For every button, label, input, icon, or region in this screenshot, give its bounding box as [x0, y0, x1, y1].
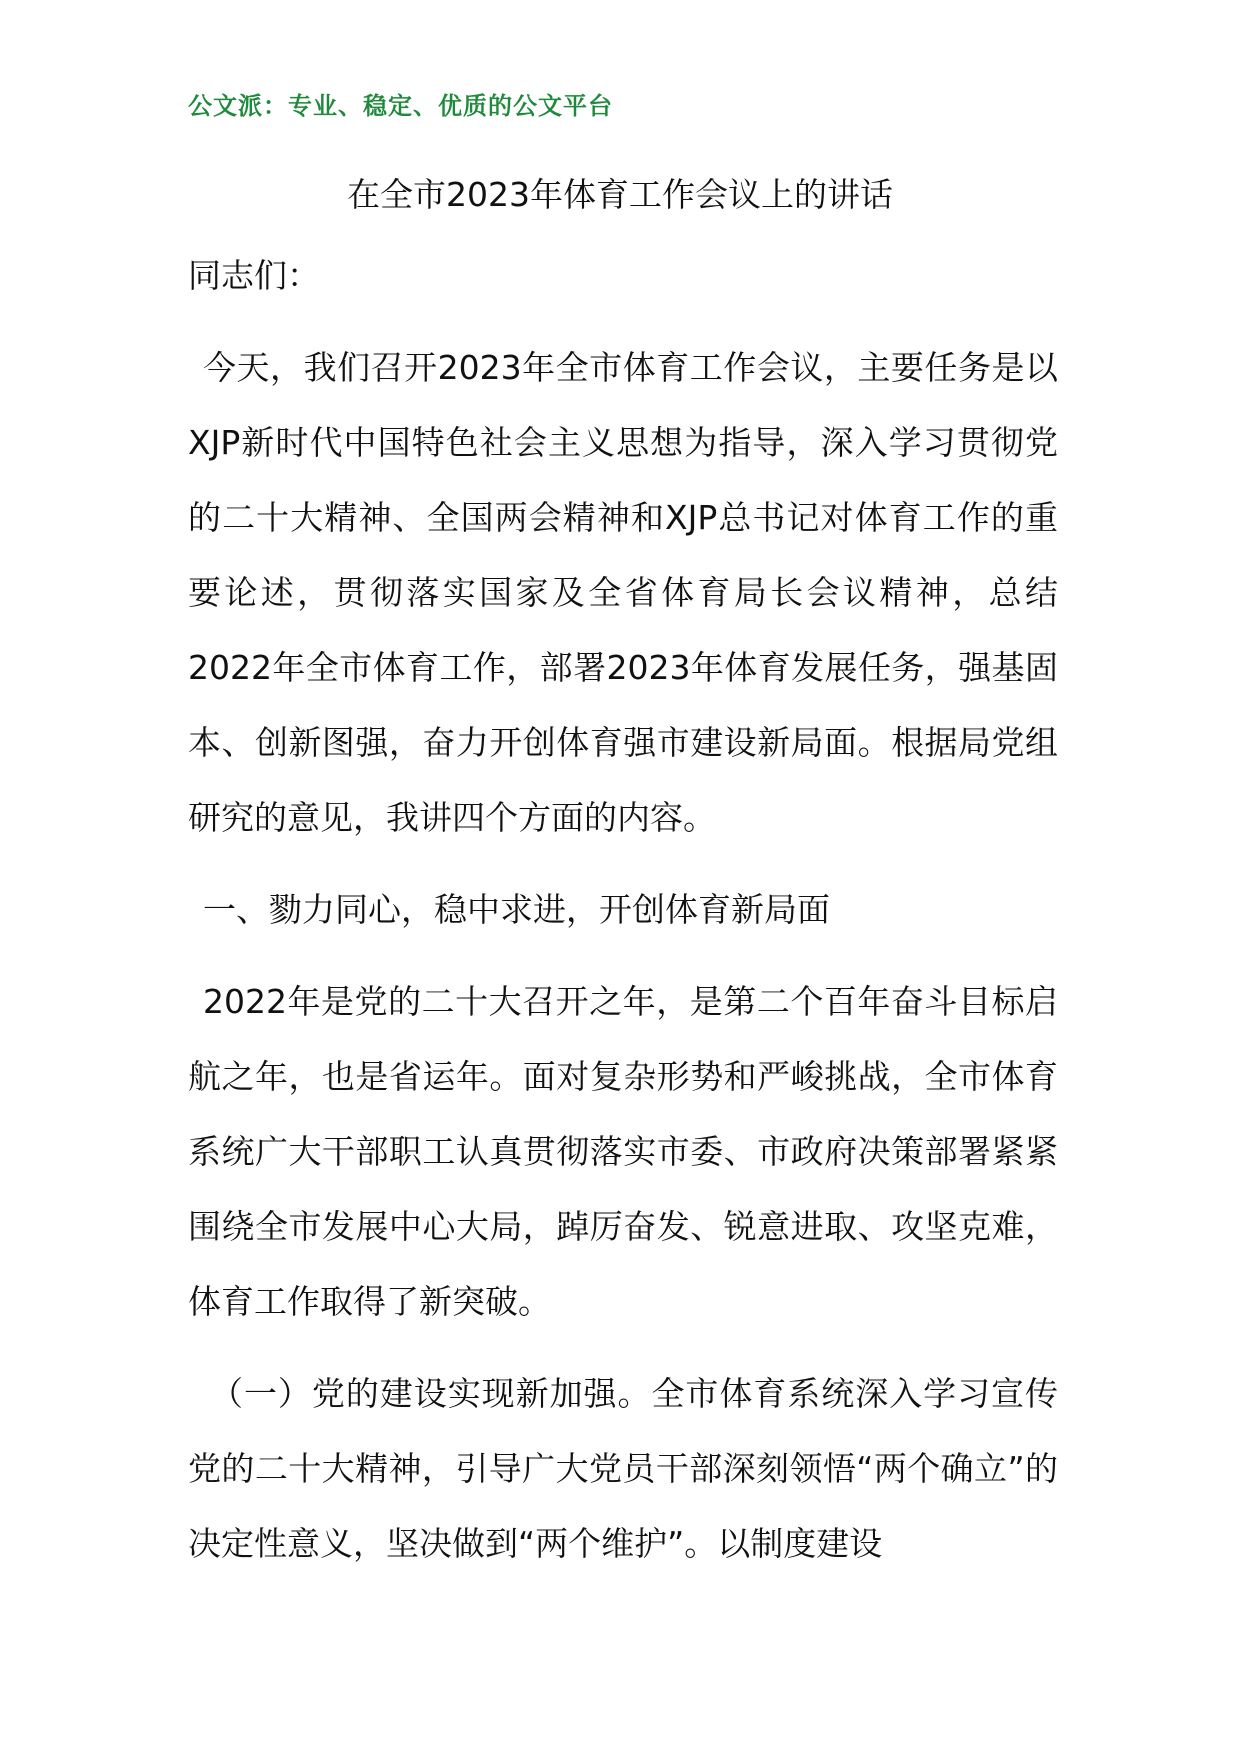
greeting: 同志们：	[188, 256, 320, 295]
paragraph-intro: 今天，我们召开2023年全市体育工作会议，主要任务是以XJP新时代中国特色社会主义思想为指导，深入学习贯彻党的二十大精神、全国两会精神和XJP总书记对体育工作的重要论述，贯彻落实国家及全省体育局长会议精神，总结2022年全市体育工作，部署2023年体育发展任务，强基固本、创新图强，奋力开创体育强市建设新局面。根据局党组研究的意见，我讲四个方面的内容。	[188, 348, 1058, 837]
document-title: 在全市2023年体育工作会议上的讲话	[347, 175, 893, 214]
paragraph-2022-review: 2022年是党的二十大召开之年，是第二个百年奋斗目标启航之年，也是省运年。面对复杂形势和严峻挑战，全市体育系统广大干部职工认真贯彻落实市委、市政府决策部署紧紧围绕全市发展中心大局，踔厉奋发、锐意进取、攻坚克难，体育工作取得了新突破。	[188, 982, 1058, 1321]
paragraph-party-building: （一）党的建设实现新加强。全市体育系统深入学习宣传党的二十大精神，引导广大党员干部深刻领悟“两个确立”的决定性意义，坚决做到“两个维护”。以制度建设	[188, 1374, 1058, 1563]
section-heading-1: 一、勠力同心，稳中求进，开创体育新局面	[203, 890, 830, 929]
site-tagline: 公文派：专业、稳定、优质的公文平台	[188, 92, 613, 120]
document-body	[188, 238, 1058, 1598]
